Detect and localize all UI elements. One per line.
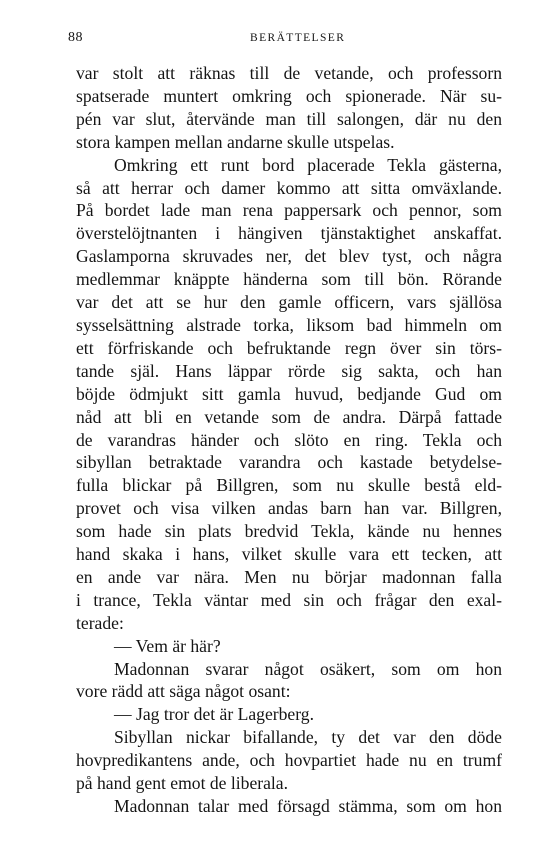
text-line: som hade sin plats bredvid Tekla, kände nu hennes [76, 521, 502, 542]
text-line: en ande var nära. Men nu börjar madonnan falla [76, 566, 502, 587]
text-line: tande själ. Hans läppar rörde sig sakta, och han [76, 360, 502, 381]
text-line: hovpredikantens ande, och hovpartiet hade nu en trumf [76, 750, 502, 771]
text-line: ett förfriskande och befruktande regn över sin törs- [76, 337, 502, 358]
text-line: Sibyllan nickar bifallande, ty det var den döde [114, 727, 502, 748]
text-line: hand skaka i hans, vilket skulle vara ett tecken, att [76, 544, 502, 565]
page-header [68, 30, 500, 50]
text-line: nåd att bli en vetande som de andra. Därpå fattade [76, 406, 502, 427]
text-line: medlemmar knäppte händerna som till bön. Rörande [76, 269, 502, 290]
text-line: stora kampen mellan andarne skulle utspelas. [76, 131, 395, 152]
text-line: vore rädd att säga något osant: [76, 681, 291, 702]
text-line: Madonnan svarar något osäkert, som om hon [114, 658, 502, 679]
text-line: Madonnan talar med försagd stämma, som om hon [114, 796, 502, 816]
text-line: Gaslamporna skruvades ner, det blev tyst, och några [76, 246, 502, 267]
text-line: sysselsättning alstrade torka, liksom bad himmeln om [76, 314, 502, 335]
text-line: de varandras händer och slöto en ring. Tekla och [76, 429, 502, 450]
page-number: 88 [68, 30, 83, 45]
text-line: böjde ödmjukt sitt gamla huvud, bedjande Gud om [76, 383, 502, 404]
text-line: spatserade muntert omkring och spionerade. När su- [76, 85, 502, 106]
text-line: så att herrar och damer kommo att sitta omväxlande. [76, 177, 502, 198]
text-line: På bordet lade man rena pappersark och pennor, som [76, 200, 502, 221]
body-text [76, 62, 502, 818]
running-head: BERÄTTELSER [250, 32, 346, 44]
text-line: pén var slut, återvände man till salongen, där nu den [76, 108, 502, 129]
text-line: på hand gent emot de liberala. [76, 773, 289, 794]
text-line: provet och visa vilken andas barn han var. Billgren, [76, 498, 502, 519]
text-line: var stolt att räknas till de vetande, och professorn [76, 63, 502, 83]
text-line: Omkring ett runt bord placerade Tekla gästerna, [114, 154, 502, 175]
text-line: sibyllan betraktade varandra och kastade betydelse- [76, 452, 502, 473]
text-line: var det att se hur den gamle officern, vars själlösa [76, 292, 502, 313]
text-line: terade: [76, 612, 124, 633]
text-line: fulla blickar på Billgren, som nu skulle bestå eld- [76, 475, 502, 496]
text-line: i trance, Tekla väntar med sin och frågar den exal- [76, 589, 502, 610]
dialogue-line: — Jag tror det är Lagerberg. [114, 704, 314, 725]
dialogue-line: — Vem är här? [114, 635, 221, 656]
text-line: överstelöjtnanten i hängiven tjänstaktighet anskaffat. [76, 223, 502, 244]
